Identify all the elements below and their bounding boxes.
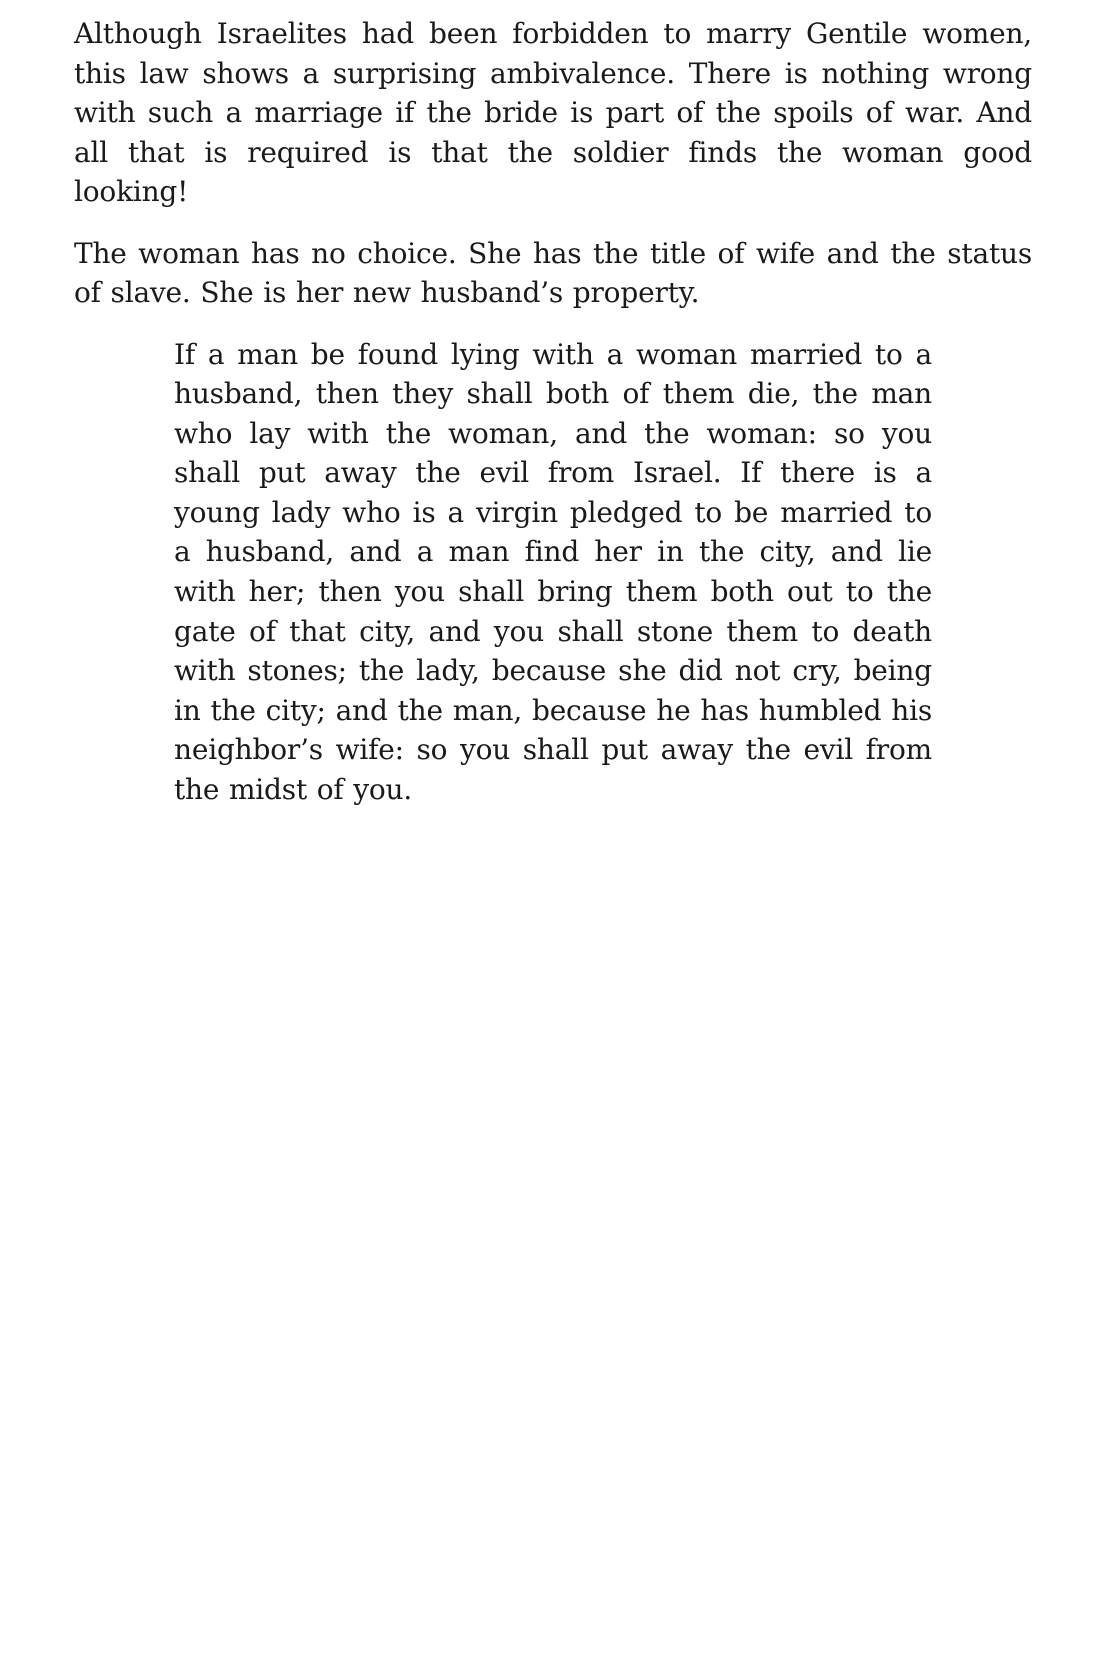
document-page (74, 14, 1032, 810)
body-paragraph: The woman has no choice. She has the title of wife and the status of slave. She is her new husband’s property. (74, 236, 1032, 309)
block-quote: If a man be found lying with a woman married to a husband, then they shall both of them die, the man who lay with the woman, and the woman: so you shall put away the evil from Israel. If there is a young lady who is a virgin pledged to be married to a husband, and a man find her in the city, and lie with her; then you shall bring them both out to the gate of that city, and you shall stone them to death with stones; the lady, because she did not cry, being in the city; and the man, because he has humbled his neighbor’s wife: so you shall put away the evil from the midst of you. (174, 337, 932, 807)
body-paragraph: Although Israelites had been forbidden to marry Gentile women, this law shows a surprising ambivalence. There is nothing wrong with such a marriage if the bride is part of the spoils of war. And all that is required is that the soldier finds the woman good looking! (74, 17, 1032, 208)
